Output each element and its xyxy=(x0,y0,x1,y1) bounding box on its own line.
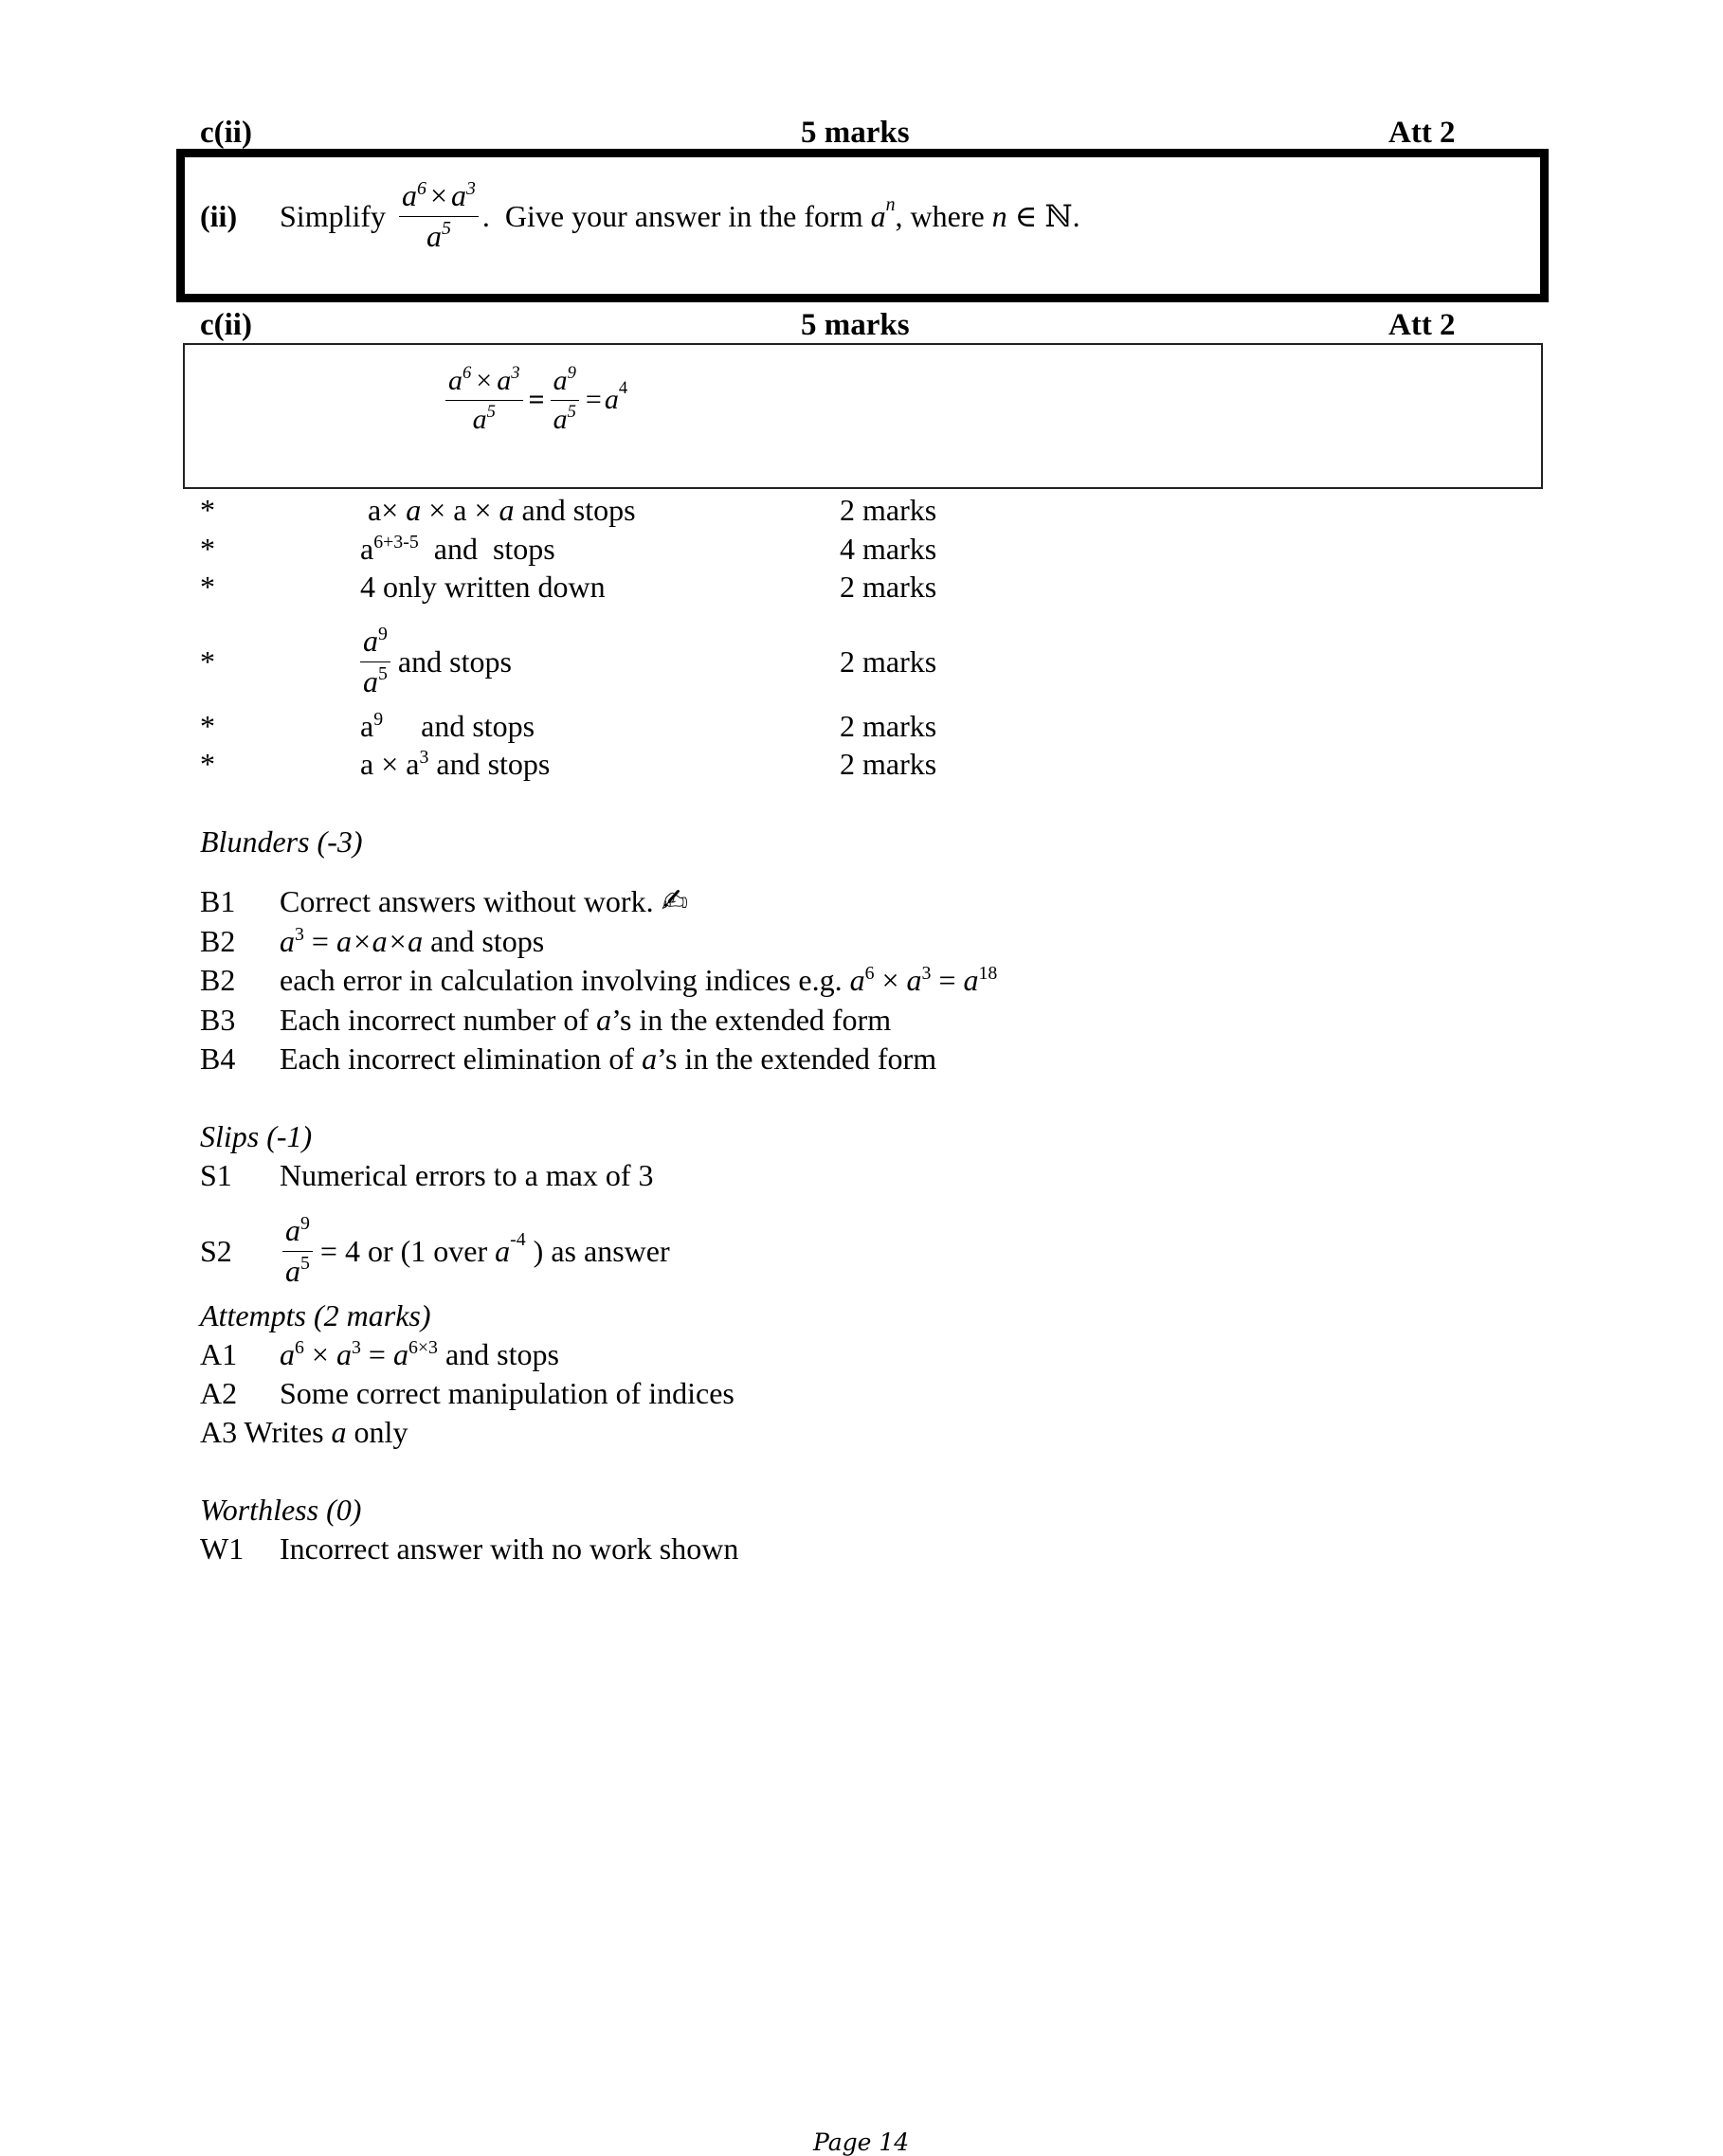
slip-text: Numerical errors to a max of 3 xyxy=(280,1158,654,1192)
equals-sign: = xyxy=(585,384,602,415)
question-verb: Simplify xyxy=(280,199,387,233)
fraction-bar xyxy=(399,216,479,217)
section-attempt-2: Att 2 xyxy=(1388,308,1456,342)
bullet: * xyxy=(200,493,215,527)
section-marks: 5 marks xyxy=(801,116,910,150)
blunder-code: B4 xyxy=(200,1042,236,1076)
attempt-text: $a^6 \times a^3 = a^{6\times 3}$ and stops xyxy=(280,1336,559,1371)
blunder-code: B2 xyxy=(200,924,236,958)
blunder-text: Each incorrect number of a’s in the extended form xyxy=(280,1003,892,1037)
exp: 5 xyxy=(442,218,451,240)
bullet: * xyxy=(200,570,215,604)
partial-credit-desc: $a^9$ and stops xyxy=(360,708,535,743)
worthless-text: Incorrect answer with no work shown xyxy=(280,1531,739,1566)
bullet: * xyxy=(200,747,215,781)
bullet: * xyxy=(200,644,215,679)
base: a xyxy=(402,177,418,212)
section-attempt: Att 2 xyxy=(1388,116,1456,150)
blunder-code: B1 xyxy=(200,884,236,918)
equals-sign: = xyxy=(528,384,545,415)
partial-credit-desc: $a^{6+3-5}$ and stops xyxy=(360,531,555,566)
attempt-text: Some correct manipulation of indices xyxy=(280,1376,735,1410)
solution-step1: $\frac{a^6 \times a^3}{a^5}$ xyxy=(445,366,523,434)
partial-credit-desc: 4 only written down xyxy=(360,570,606,604)
base: a xyxy=(426,218,442,253)
solution-step2 xyxy=(551,363,579,435)
slip-code: S1 xyxy=(200,1158,232,1192)
section-label: c(ii) xyxy=(200,116,252,150)
partial-credit-marks: 2 marks xyxy=(840,747,937,781)
natural-set: ∈ ℕ. xyxy=(1007,199,1080,233)
slip-text: $\frac{a^9}{a^5}$ = 4 or (1 over a $^{-4}$ ) as answer xyxy=(282,1204,670,1298)
question-fraction xyxy=(399,177,479,253)
partial-credit-marks: 2 marks xyxy=(840,570,937,604)
partial-credit-desc: a× a × a × a and stops xyxy=(368,493,636,527)
writing-hand-icon: ✍ xyxy=(661,882,689,920)
slip-code: S2 xyxy=(200,1234,232,1268)
solution-box xyxy=(183,343,1543,489)
blunders-title: Blunders (-3) xyxy=(200,824,363,859)
solution-working: $\frac{a^6 \times a^3}{a^5}$ = $\frac{a^9}{a^5}$ = a $^4$ xyxy=(442,353,627,447)
question-instruction: . Give your answer in the form xyxy=(481,199,871,233)
partial-credit-marks: 2 marks xyxy=(840,493,937,527)
blunder-text: each error in calculation involving indices e.g. $a^6 \times a^3 = a^{18}$ xyxy=(280,962,998,997)
partial-credit-desc: $a \times a^3$ and stops xyxy=(360,746,551,781)
section-marks-2: 5 marks xyxy=(801,308,910,342)
partial-credit-marks: 2 marks xyxy=(840,709,937,743)
worthless-title: Worthless (0) xyxy=(200,1493,362,1527)
blunder-text: Each incorrect elimination of a’s in the extended form xyxy=(280,1042,937,1076)
attempts-title: Attempts (2 marks) xyxy=(200,1298,431,1332)
where-text: , where xyxy=(895,199,992,233)
slips-title: Slips (-1) xyxy=(200,1119,313,1153)
blunder-code: B3 xyxy=(200,1003,236,1037)
result-base: a xyxy=(604,384,619,415)
section-label-2: c(ii) xyxy=(200,308,252,342)
partial-credit-marks: 4 marks xyxy=(840,532,937,566)
times-sign: × xyxy=(429,177,447,212)
base: a xyxy=(450,177,466,212)
attempt-code: A2 xyxy=(200,1376,238,1410)
worthless-code: W1 xyxy=(200,1531,245,1566)
page-number: Page 14 xyxy=(813,2129,910,2156)
exp: 3 xyxy=(465,177,476,199)
var-n: n xyxy=(991,199,1007,233)
partial-credit-desc: $\frac{a^9}{a^5}$ and stops xyxy=(360,614,512,709)
base: a xyxy=(553,403,568,435)
partial-credit-marks: 2 marks xyxy=(840,644,937,679)
bullet: * xyxy=(200,709,215,743)
blunder-text: Correct answers without work. ✍ xyxy=(280,882,689,920)
question-number: (ii) xyxy=(200,199,238,233)
blunder-text: $a^3 = a\times a\times a$ and stops xyxy=(280,923,545,958)
attempt-code: A1 xyxy=(200,1337,238,1371)
form-base: a xyxy=(870,199,886,233)
attempt-text: A3 Writes a only xyxy=(200,1415,408,1449)
exp: 5 xyxy=(567,401,576,422)
blunder-code: B2 xyxy=(200,963,236,997)
exp: 9 xyxy=(567,363,576,384)
exp: 6 xyxy=(417,177,426,199)
bullet: * xyxy=(200,532,215,566)
base: a xyxy=(553,365,568,396)
question-text: Simplify $\frac{a^6 \times a^3}{a^5}$ . Give your answer in the form a $^n$ , where n ∈ ℕ. xyxy=(280,177,1080,253)
